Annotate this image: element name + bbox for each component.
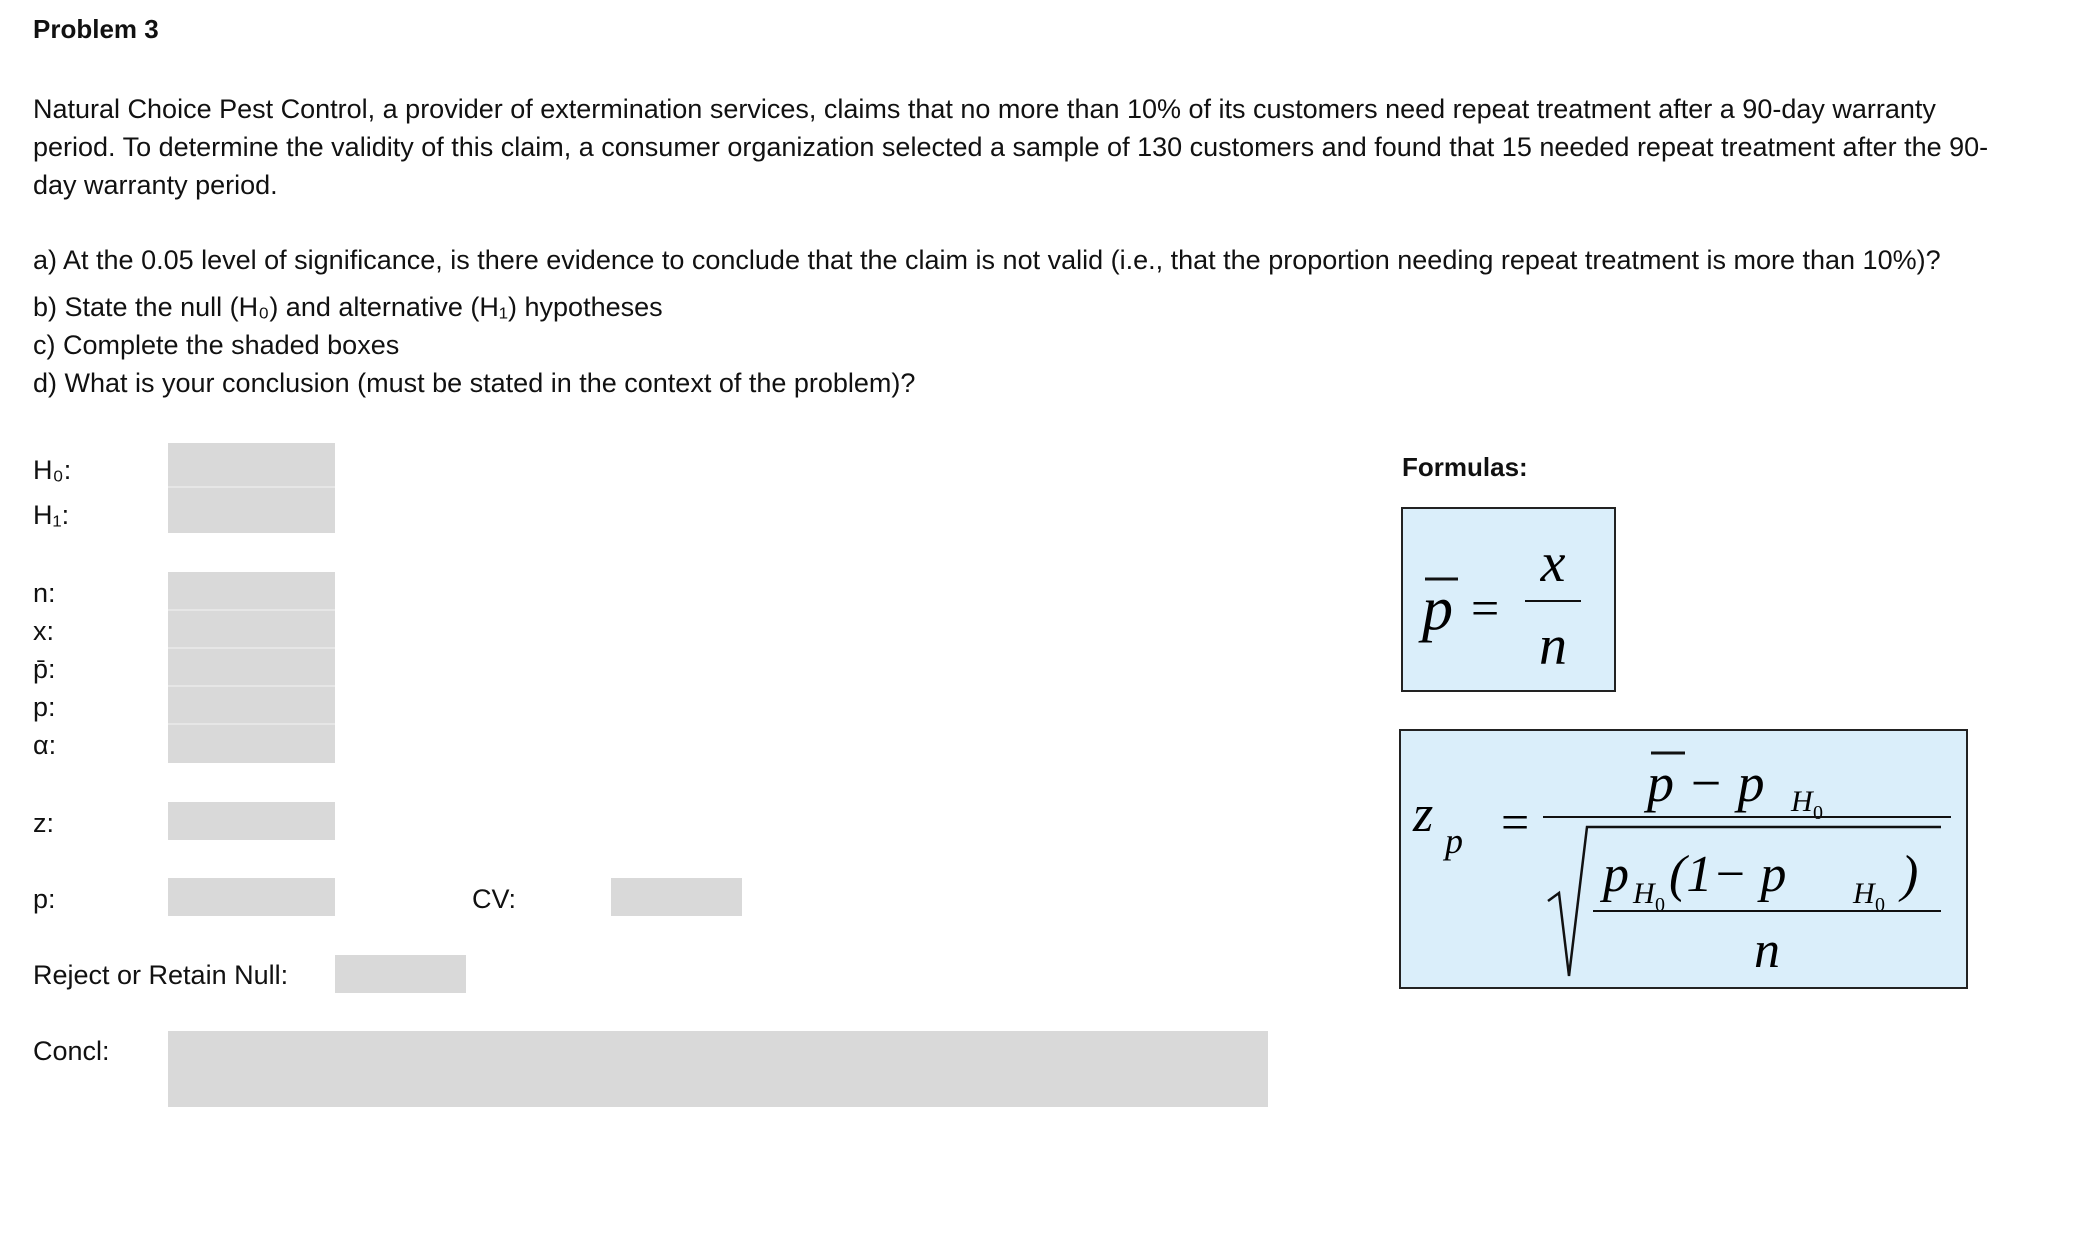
h0-input-box[interactable]: [168, 443, 335, 488]
z-equals-sign: =: [1501, 794, 1530, 850]
problem-statement: Natural Choice Pest Control, a provider of extermination services, claims that no more than 10% of its customers need repeat treatment after a 90-day warranty period. To determine the validity of this claim, a consumer organization selected a sample of 130 customers and found that 15 needed repeat treatment after the 90-day warranty period.: [33, 94, 1989, 200]
alpha-label: α:: [33, 730, 57, 760]
z-input-box[interactable]: [168, 802, 335, 840]
p-label: p:: [33, 692, 56, 722]
n-input-box[interactable]: [168, 572, 335, 611]
question-c: c) Complete the shaded boxes: [33, 330, 400, 360]
reject-retain-label: Reject or Retain Null:: [33, 960, 289, 990]
pbar-lhs: p: [1422, 575, 1453, 643]
x-label: x:: [33, 616, 55, 646]
x-input-box[interactable]: [168, 611, 335, 649]
conclusion-input-box[interactable]: [168, 1031, 1268, 1107]
z-den-n: n: [1754, 922, 1780, 979]
z-lhs: z: [1413, 786, 1434, 843]
question-b: b) State the null (H₀) and alternative (H₁) hypotheses: [33, 292, 663, 322]
z-den-sub1: H: [1633, 877, 1655, 910]
pbar-input-box[interactable]: [168, 649, 335, 687]
question-d: d) What is your conclusion (must be stated in the context of the problem)?: [33, 368, 916, 398]
pbar-denominator: n: [1539, 615, 1567, 677]
formulas-title: Formulas:: [1402, 452, 1528, 482]
pvalue-label: p:: [33, 884, 56, 914]
z-den-sub2: H: [1853, 877, 1875, 910]
cv-input-box[interactable]: [611, 878, 742, 916]
formula-pbar: [1403, 509, 1614, 690]
z-den-mid: (1− p: [1669, 846, 1787, 903]
h1-input-box[interactable]: [168, 488, 335, 533]
reject-retain-input-box[interactable]: [335, 955, 466, 993]
n-label: n:: [33, 578, 56, 608]
pbar-numerator: x: [1540, 532, 1566, 594]
formula-z: [1401, 731, 1966, 987]
problem-title: Problem 3: [33, 14, 159, 44]
formula-box-z: [1399, 729, 1968, 989]
z-label: z:: [33, 808, 55, 838]
pvalue-input-box[interactable]: [168, 878, 335, 916]
z-numerator-subsub: 0: [1813, 802, 1823, 824]
question-a: a) At the 0.05 level of significance, is there evidence to conclude that the claim is not valid (i.e., that the proportion needing repeat treatment is more than 10%)?: [33, 245, 1941, 275]
h0-label: H₀:: [33, 455, 72, 485]
z-den-subsub1: 0: [1655, 894, 1665, 916]
z-den-p: p: [1603, 846, 1629, 903]
conclusion-label: Concl:: [33, 1036, 110, 1066]
z-den-end: ): [1901, 846, 1919, 903]
alpha-input-box[interactable]: [168, 725, 335, 763]
z-lhs-subscript: p: [1445, 821, 1463, 861]
formula-box-pbar: [1401, 507, 1616, 692]
z-numerator-sub: H: [1791, 785, 1813, 818]
cv-label: CV:: [472, 884, 517, 914]
z-den-subsub2: 0: [1875, 894, 1885, 916]
equals-sign: =: [1471, 580, 1500, 636]
h1-label: H₁:: [33, 500, 70, 530]
p-input-box[interactable]: [168, 687, 335, 725]
pbar-label: p̄:: [33, 654, 56, 684]
z-numerator: p − p: [1647, 753, 1765, 813]
